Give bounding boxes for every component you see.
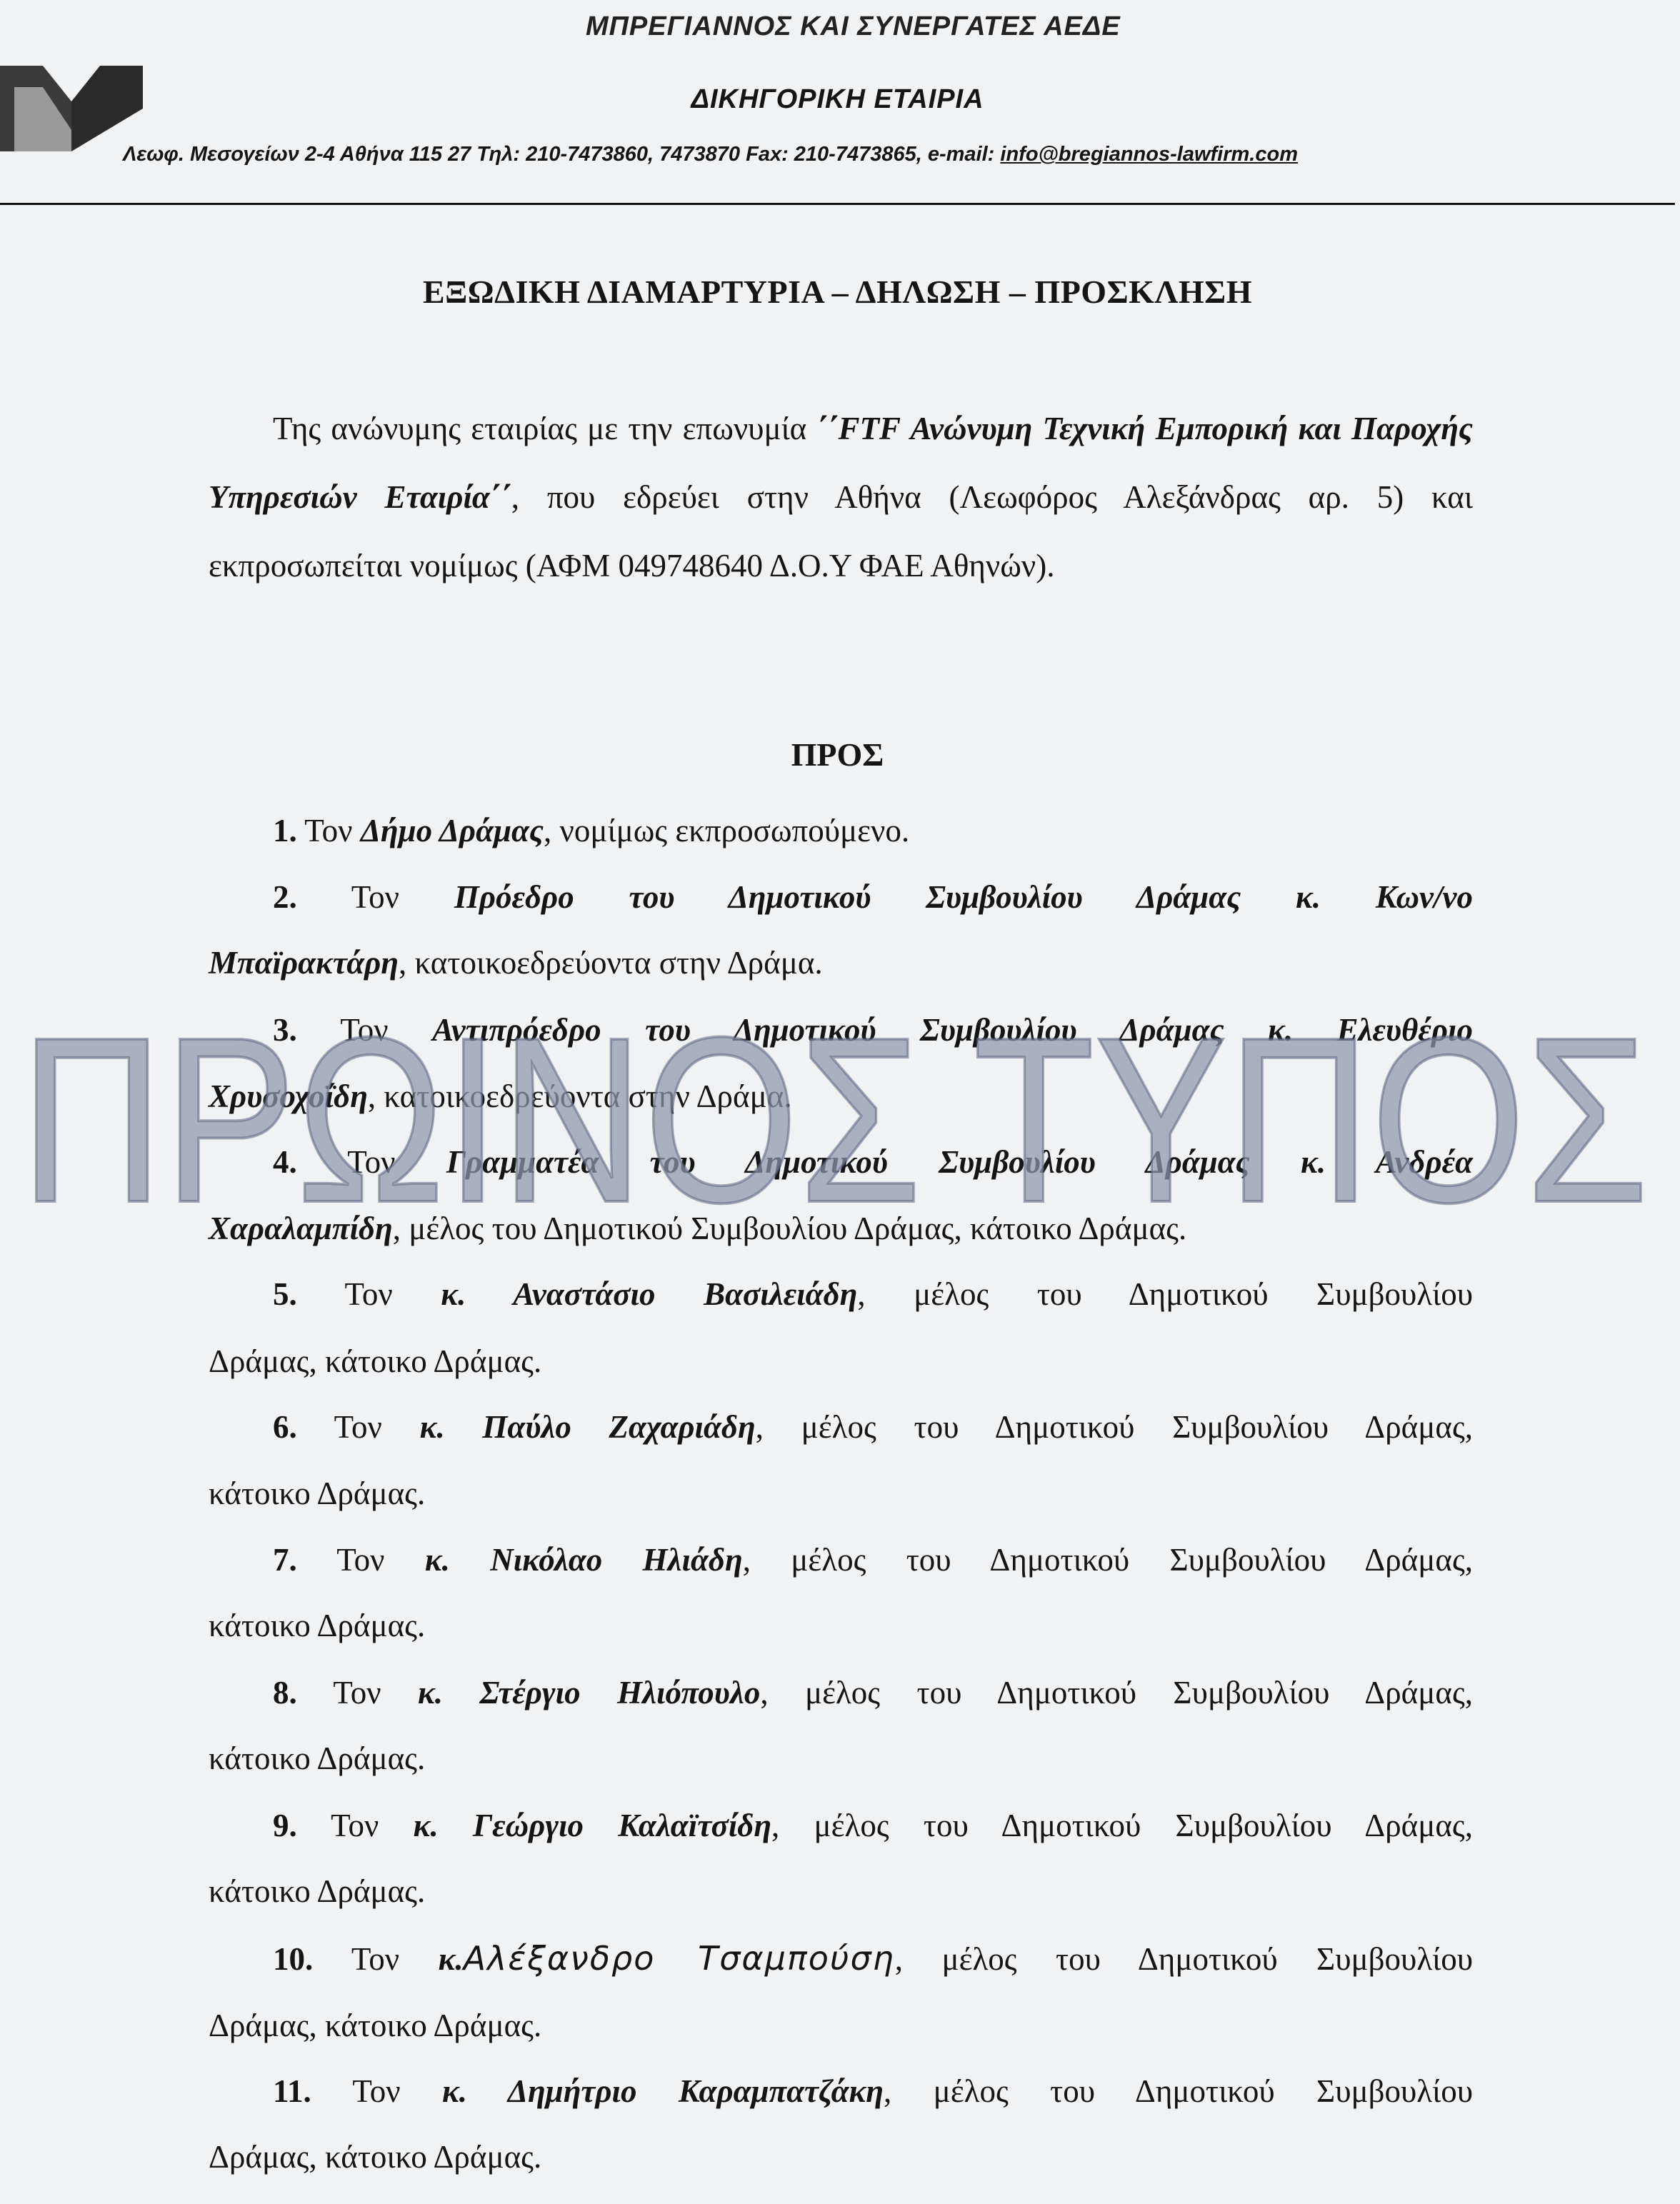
recipient-9 <box>209 1804 1473 1847</box>
recipient-number: 9. <box>273 1808 297 1843</box>
recipient-name-cont: Χαραλαμπίδη <box>209 1211 393 1246</box>
recipient-number: 7. <box>273 1542 297 1578</box>
recipient-prefix: Τον <box>351 1941 400 1977</box>
document-title: ΕΞΩΔΙΚΗ ΔΙΑΜΑΡΤΥΡΙΑ – ΔΗΛΩΣΗ – ΠΡΟΣΚΛΗΣΗ <box>422 274 1253 310</box>
recipient-name-cont: Μπαϊρακτάρη <box>209 945 399 981</box>
recipient-5 <box>209 1273 1473 1316</box>
recipient-prefix: Τον <box>304 813 353 848</box>
recipient-6 <box>209 1406 1473 1448</box>
recipient-name: κ. Παύλο Ζαχαριάδη <box>419 1409 756 1445</box>
recipient-number: 10. <box>273 1941 314 1977</box>
recipient-details: , κατοικοεδρεύοντα στην Δράμα. <box>399 945 823 981</box>
recipient-number: 3. <box>273 1012 297 1048</box>
recipient-3 <box>209 1008 1473 1051</box>
intro-paragraph <box>209 394 1473 600</box>
recipient-prefix: Τον <box>336 1542 385 1578</box>
recipient-3-cont <box>209 1075 1473 1118</box>
recipient-name: Γραμματέα του Δημοτικού Συμβουλίου Δράμας κ. Ανδρέα <box>446 1144 1473 1180</box>
recipient-name: κ. Στέργιο Ηλιόπουλο <box>417 1675 761 1710</box>
recipient-4-cont <box>209 1207 1473 1250</box>
recipient-details: , μέλος του Δημοτικού Συμβουλίου <box>857 1276 1474 1312</box>
recipient-prefix: Τον <box>352 2073 401 2109</box>
recipient-11 <box>209 2070 1473 2113</box>
recipient-7-cont: κάτοικο Δράμας. <box>209 1608 426 1643</box>
recipient-number: 5. <box>273 1276 297 1312</box>
recipient-name: κ. Δημήτριο Καραμπατζάκη <box>441 2073 884 2109</box>
recipient-7 <box>209 1538 1473 1581</box>
recipient-6-cont: κάτοικο Δράμας. <box>209 1476 426 1511</box>
recipient-prefix: Τον <box>347 1144 396 1180</box>
recipient-name: κ. Αναστάσιο Βασιλειάδη <box>441 1276 858 1312</box>
recipient-prefix: Τον <box>340 1012 389 1048</box>
firm-contact <box>123 143 1680 166</box>
firm-type: ΔΙΚΗΓΟΡΙΚΗ ΕΤΑΙΡΙΑ <box>691 84 984 114</box>
recipient-prefix: Τον <box>333 1675 381 1710</box>
firm-name: ΜΠΡΕΓΙΑΝΝΟΣ ΚΑΙ ΣΥΝΕΡΓΑΤΕΣ ΑΕΔΕ <box>586 11 1121 41</box>
recipient-name: Πρόεδρο του Δημοτικού Συμβουλίου Δράμας κ. Κων/νο <box>454 879 1474 915</box>
recipient-name: Αντιπρόεδρο του Δημοτικού Συμβουλίου Δράμας κ. Ελευθέριο <box>432 1012 1474 1048</box>
recipient-prefix: Τον <box>351 879 400 915</box>
company-name: ΄΄FTF Ανώνυμη Τεχνική Εμπορική και Παροχής Υπηρεσιών Εταιρία΄΄ <box>209 411 1473 515</box>
recipient-number: 1. <box>273 813 297 848</box>
watermark-text: ΠΡΩΙΝΟΣ ΤΥΠΟΣ <box>20 988 1649 1251</box>
handwritten-name: Αλέξανδρο Τσαμπούση <box>463 1939 895 1978</box>
recipient-details: , μέλος του Δημοτικού Συμβουλίου Δράμας, <box>760 1675 1474 1710</box>
recipient-number: 8. <box>273 1675 297 1710</box>
recipient-prefix: Τον <box>331 1808 379 1843</box>
recipient-name: κ. Νικόλαο Ηλιάδη <box>424 1542 743 1578</box>
recipient-5-cont: Δράμας, κάτοικο Δράμας. <box>209 1343 542 1379</box>
recipient-details: , μέλος του Δημοτικού Συμβουλίου Δράμας, <box>742 1542 1474 1578</box>
recipient-name: κ. <box>438 1941 464 1977</box>
recipient-details: , νομίμως εκπροσωπούμενο. <box>543 813 910 848</box>
recipient-10-cont: Δράμας, κάτοικο Δράμας. <box>209 2008 542 2043</box>
recipient-details: , κατοικοεδρεύοντα στην Δράμα. <box>367 1078 792 1114</box>
recipient-9-cont: κάτοικο Δράμας. <box>209 1873 426 1909</box>
intro-text-2: , που εδρεύει στην Αθήνα (Λεωφόρος Αλεξάνδρας αρ. 5) και εκπροσωπείται νομίμως (ΑΦΜ 049748640 Δ.Ο.Υ ΦΑΕ Αθηνών). <box>209 479 1473 583</box>
firm-name-cropped <box>586 11 1443 57</box>
recipient-details: , μέλος του Δημοτικού Συμβουλίου Δράμας, <box>755 1409 1474 1445</box>
recipient-number: 2. <box>273 879 297 915</box>
recipient-2 <box>209 876 1473 918</box>
recipient-2-cont <box>209 941 1473 984</box>
recipient-prefix: Τον <box>334 1409 382 1445</box>
recipient-number: 4. <box>273 1144 297 1180</box>
recipient-details: , μέλος του Δημοτικού Συμβουλίου Δράμας, κάτοικο Δράμας. <box>392 1211 1187 1246</box>
recipient-prefix: Τον <box>344 1276 393 1312</box>
intro-text-1: Της ανώνυμης εταιρίας με την επωνυμία <box>273 411 807 446</box>
email-link[interactable]: info@bregiannos-lawfirm.com <box>1000 143 1298 166</box>
recipient-8-cont: κάτοικο Δράμας. <box>209 1740 426 1776</box>
contact-details: Λεωφ. Μεσογείων 2-4 Αθήνα 115 27 Τηλ: 210-7473860, 7473870 Fax: 210-7473865, e-mail: <box>123 143 995 166</box>
recipient-8 <box>209 1671 1473 1714</box>
recipient-name: κ. Γεώργιο Καλαϊτσίδη <box>413 1808 772 1843</box>
recipient-name-cont: Χρυσοχοΐδη <box>209 1078 368 1114</box>
recipient-10 <box>209 1937 1473 1980</box>
to-heading: ΠΡΟΣ <box>791 736 884 773</box>
recipient-name: Δήμο Δράμας <box>360 813 544 848</box>
letterhead-divider <box>0 203 1675 205</box>
recipient-details: , μέλος του Δημοτικού Συμβουλίου Δράμας, <box>771 1808 1473 1843</box>
recipient-11-cont: Δράμας, κάτοικο Δράμας. <box>209 2139 542 2175</box>
recipient-details: , μέλος του Δημοτικού Συμβουλίου <box>884 2073 1474 2109</box>
recipient-1 <box>209 809 1473 852</box>
recipient-number: 6. <box>273 1409 297 1445</box>
recipient-number: 11. <box>273 2073 311 2109</box>
recipient-details: , μέλος του Δημοτικού Συμβουλίου <box>894 1941 1474 1977</box>
recipient-4 <box>209 1141 1473 1183</box>
